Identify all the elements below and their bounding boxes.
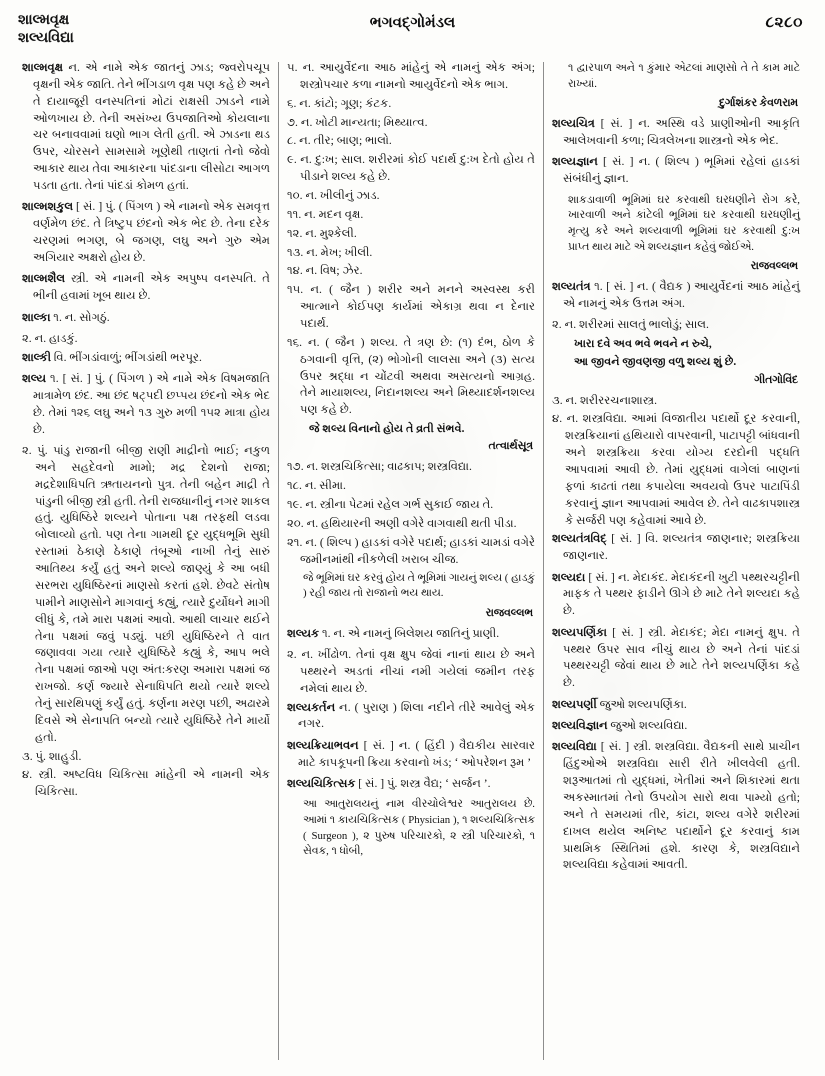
entry-headword: શલ્ય bbox=[22, 372, 47, 386]
citation-note: જે ભૂમિમાં ઘર કરવું હોય તે ભૂમિમાં ગાયનું શલ્ય ( હાડકું ) રહી જાય તો રાજાનો ભય થાય. bbox=[303, 571, 535, 600]
entry-definition: જુઓ શલ્યપર્ણિકા. bbox=[596, 697, 687, 711]
dictionary-entry bbox=[287, 626, 535, 643]
dictionary-entry bbox=[22, 271, 270, 305]
quotation-attribution: તત્વાર્થસૂત્ર bbox=[488, 440, 533, 453]
entry-definition: [ સં. ] ન. મેદાકંદ. મેદાકંદની ખુટી પથ્થરચટ્ટીની માફક તે પથ્થર ફાડીને ઊગે છે માટે તેને શલ્યદા કહે છે. bbox=[563, 570, 800, 618]
entry-sense: ૧૩. ન. મેખ; ખીલી. bbox=[287, 245, 373, 259]
entry-sense: ૧૨. ન. મુશ્કેલી. bbox=[287, 226, 357, 240]
entry-headword: શલ્યવિજ્ઞાન bbox=[552, 719, 608, 732]
entry-definition: વિ. ભીંગડાંવાળું; ભીંગડાંથી ભરપૂર. bbox=[50, 350, 202, 364]
citation-note: શાકડાવાળી ભૂમિમાં ઘર કરવાથી ઘરધણીને રોગ કરે, ખારવાળી અને કાંટેલી ભૂમિમાં ઘર કરવાથી ઘરધણીનું મૃત્યુ કરે અને શલ્યવાળી ભૂમિમાં ઘર કરવાથી દુ:ખ પ્રાપ્ત થાય માટે એ શલ્યજ્ઞાન કહેવું જોઈએ. bbox=[568, 193, 800, 253]
citation-note: ૧ દ્વારપાળ અને ૧ કુંમાર એટલાં માણસો તે તે કામ માટે રાખ્યાં. bbox=[568, 62, 800, 90]
entry-definition: ૧. [ સં. ] પું. ( પિંગળ ) એ નામે એક વિષમજાતિ માત્રામેળ છંદ. આ છંદ ષટ્પદી છપ્પય છંદનો એક ભેદ છે. તેમાં ૧૨૬ લઘુ અને ૧૩ ગુરુ મળી ૧૫૨ માત્રા હોય છે. bbox=[33, 372, 270, 436]
entry-definition: [ સં. ] ન. ( હિંદી ) વૈદ્યકીય સારવાર માટે કાપકૂપની ક્રિયા કરવાનો ખંડ; ‘ ઓપરેશન રૂમ ’ bbox=[298, 738, 535, 769]
dictionary-entry bbox=[552, 739, 800, 874]
running-head-last-word: શલ્યવિદ્યા bbox=[18, 29, 74, 46]
entry-definition: ૧. ન. સોગઠું. bbox=[50, 310, 110, 324]
quotation-attribution: ગીતગોવિંદ bbox=[754, 373, 798, 386]
entry-headword: શલ્યપર્ણિકા bbox=[552, 625, 607, 639]
entry-headword: શલ્યચિકિત્સક bbox=[287, 777, 356, 791]
dictionary-entry bbox=[22, 350, 270, 367]
entry-sense: ૬. ન. કાંટો; ગૂણ; કંટક. bbox=[287, 96, 392, 110]
entry-sense: ૧૧. ન. મદન વૃક્ષ. bbox=[287, 207, 364, 221]
entry-sense: ૧૦. ન. ખીલીનું ઝાડ. bbox=[287, 189, 380, 203]
entry-definition: ન. એ નામે એક જાતનું ઝાડ; જ્વરોપચૂપ વૃક્ષની એક જાતિ. તેને ભીંગડાળ વૃક્ષ પણ કહે છે અને તે દાયાજૂરી વનસ્પતિનાં મોટાં રાક્ષસી ઝાડને નામે ઓળખાય છે. તેની અસંખ્ય ઉપજાતિઓ કોયલાના ચર બનાવવામાં ઘણો ભાગ લેતી હતી. એ ઝાડના થડ ઉપર, ચોરસને સામસામે ખૂણેથી તાણતાં તેનો જેવો આકાર થાય તેવા આકારના પાંદડાના લીસોટા આગળ પડતા હતા. તેનાં પાંદડાં કોમળ હતાં. bbox=[33, 61, 270, 193]
quotation-attribution: રાજવલ્લભ bbox=[485, 606, 533, 619]
entry-headword: શાલ્કા bbox=[22, 310, 51, 324]
dictionary-entry bbox=[552, 279, 800, 313]
entry-sense: ૫. ન. આયુર્વેદના આઠ માંહેનું એ નામનું એક અંગ; શસ્ત્રોપચાર કળા નામનો આયુર્વેદનો એક ભાગ. bbox=[287, 61, 535, 91]
entry-sense: ૩. પું. શાહુડી. bbox=[22, 749, 82, 763]
quotation-line: આ જીવને જીવણજી વળુ શલ્ય શું છે. bbox=[574, 356, 737, 369]
entry-definition: [ સં. ] પું. ( પિંગળ ) એ નામનો એક સમવૃત્ત વર્ણમેળ છંદ. તે ત્રિષ્ટુપ છંદનો એક ભેદ છે. તેના દરેક ચરણમાં ભગણ, બે જગણ, લઘુ અને ગુરુ એમ અગિયાર અક્ષરો હોય છે. bbox=[33, 200, 270, 264]
entry-sense: ૯. ન. દુ:ખ; સાલ. શરીરમાં કોઈ પદાર્થ દુ:ખ દેતો હોય તે પીડાને શલ્ય કહે છે. bbox=[287, 153, 535, 184]
dictionary-entry bbox=[552, 718, 800, 735]
entry-headword: શલ્યતંત્રવિદ્ bbox=[552, 532, 607, 546]
entry-headword: શાલ્મશૈલ bbox=[22, 272, 65, 286]
dictionary-entry bbox=[22, 60, 270, 195]
dictionary-entry bbox=[287, 776, 535, 793]
entry-definition: [ સં. ] ન. અસ્થિ વડે પ્રાણીઓની આકૃતિ આલેખવાની કળા; ચિત્રલેખના શાસ્ત્રનો એક ભેદ. bbox=[563, 117, 800, 147]
entry-sense: ૨. ન. ખીંઢોળ. તેનાં વૃક્ષ ક્ષુપ જેવાં નાનાં થાય છે અને પથ્થરને અડતાં નીચાં નમી ગયેલાં જમીન તરફ નમેલાં થાય છે. bbox=[287, 648, 535, 695]
quotation-attribution: દુર્ગાશંકર કેવળરામ bbox=[718, 97, 798, 110]
entry-definition: ૧. [ સં. ] ન. ( વૈદ્યક ) આયુર્વેદનાં આઠ માંહેનું એ નામનું એક ઉત્તમ અંગ. bbox=[563, 280, 800, 310]
quotation-line: જે શલ્ય વિનાનો હોય તે વ્રતી સંભવે. bbox=[309, 423, 465, 436]
entry-sense: ૧૯. ન. સ્ત્રીના પેટમાં રહેલ ગર્ભ સુકાઈ જાય તે. bbox=[287, 498, 494, 512]
dictionary-entry bbox=[552, 116, 800, 150]
entry-sense: ૨૦. ન. હથિયારની અણી વગેરે વાગવાથી થતી પીડા. bbox=[287, 516, 517, 530]
dictionary-entry bbox=[287, 700, 535, 734]
text-column-3 bbox=[544, 60, 809, 1070]
entry-definition: [ સં. ] પું. શસ્ત્ર વૈદ્ય; ‘ સર્જન ’. bbox=[355, 777, 491, 791]
quotation-attribution: રાજવલ્લભ bbox=[750, 260, 798, 273]
entry-definition: જુઓ શલ્યવિદ્યા. bbox=[607, 719, 688, 732]
entry-definition: [ સં. ] વિ. શલ્યતંત્ર જાણનાર; શસ્ત્રક્રિયા જાણનાર. bbox=[563, 532, 800, 563]
dictionary-entry bbox=[22, 371, 270, 438]
entry-sense: ૧૭. ન. શસ્ત્રચિકિત્સા; વાઢકાપ; શસ્ત્રવિદ્યા. bbox=[287, 460, 472, 474]
entry-headword: શાલ્મશકુલ bbox=[22, 200, 73, 214]
book-title: ભગવદ્ગોમંડલ bbox=[369, 15, 456, 31]
entry-headword: શલ્યવિદ્યા bbox=[552, 740, 597, 754]
dictionary-entry bbox=[287, 738, 535, 772]
entry-headword: શલ્યચિત્ર bbox=[552, 117, 595, 131]
quotation-line: ખારા દવે અવ ભવે ભવને ન રુચે, bbox=[574, 338, 712, 351]
dictionary-entry bbox=[552, 570, 800, 621]
entry-sense: ૨. ન. શરીરમાં સાલતું ભાલોડું; સાલ. bbox=[552, 318, 709, 332]
entry-sense: ૪. સ્ત્રી. અષ્ટવિધ ચિકિત્સા માંહેની એ નામની એક ચિકિત્સા. bbox=[22, 768, 270, 799]
entry-headword: શલ્યકર્તન bbox=[287, 700, 336, 714]
entry-headword: શાલ્મવૃક્ષ bbox=[22, 61, 63, 74]
dictionary-entry bbox=[552, 625, 800, 692]
entry-sense: ૩. ન. શરીરરચનાશાસ્ત્ર. bbox=[552, 393, 658, 407]
entry-headword: શલ્યક્રિયાભવન bbox=[287, 738, 359, 752]
entry-headword: શલ્યદા bbox=[552, 570, 586, 584]
entry-definition: [ સં. ] સ્ત્રી. શસ્ત્રવિદ્યા. વૈદ્યકની સાથે પ્રાચીન હિંદુઓએ શસ્ત્રવિદ્યા સારી રીતે ખીલવેલી હતી. શરૂઆતમાં તો યુદ્ધમાં, ખેતીમાં અને શિકારમાં થતા અકસ્માતમાં તેનો ઉપયોગ સારો થવા પામ્યો હતો; અને તે સમયમાં તીર, કાંટા, શલ્ય વગેરે શરીરમાં દાખલ થયેલ અનિષ્ટ પદાર્થોને દૂર કરવાનું કામ પ્રાથમિક સ્થિતિમાં હશે. કારણ કે, શસ્ત્રવિદ્યાને શલ્યવિદ્યા કહેવામાં આવતી. bbox=[563, 740, 800, 872]
entry-headword: શલ્યપર્ણી bbox=[552, 697, 597, 711]
dictionary-entry bbox=[552, 154, 800, 188]
entry-sense: ૧૮. ન. સીમા. bbox=[287, 479, 346, 493]
page-number: ૮૨૮૦ bbox=[765, 14, 803, 31]
text-column-2 bbox=[279, 60, 544, 1070]
entry-sense: ૧૪. ન. વિષ; ઝેર. bbox=[287, 264, 363, 278]
dictionary-entry bbox=[22, 199, 270, 266]
entry-sense: ૨૧. ન. ( શિલ્પ ) હાડકાં વગેરે પદાર્થ; હાડકાં ચામડાં વગેરે જમીનમાંથી નીકળેલી ખરાબ ચીજ. bbox=[287, 535, 535, 566]
entry-headword: શલ્યક bbox=[287, 626, 320, 640]
citation-note: આ આતુરાલયનું નામ વીરચોલેશ્વર આતુરાલય છે. આમાં ૧ કાયચિકિત્સક ( Physician ), ૧ શલ્યચિકિત્સક ( Surgeon ), ૨ પુરુષ પરિચારકો, ૨ સ્ત્રી પરિચારકો, ૧ સેવક, ૧ ધોબી, bbox=[303, 798, 535, 858]
page-header bbox=[0, 0, 825, 58]
entry-sense: ૧૫. ન. ( જૈન ) શરીર અને મનને અસ્વસ્થ કરી આત્માને કોઈપણ કાર્યમાં એકાગ્ર થવા ન દેનાર પદાર્થ. bbox=[287, 283, 535, 331]
column-container bbox=[14, 60, 811, 1070]
entry-definition: ન. ( પુરાણ ) શિલા નદીને તીરે આવેલું એક નગર. bbox=[298, 700, 535, 731]
entry-definition: સ્ત્રી. એ નામની એક અપુષ્પ વનસ્પતિ. તે ભીની હવામાં ખૂબ થાય છે. bbox=[33, 272, 270, 303]
entry-headword: શલ્યતંત્ર bbox=[552, 280, 591, 293]
text-column-1 bbox=[14, 60, 279, 1070]
entry-headword: શાલ્કી bbox=[22, 350, 51, 364]
entry-sense: ૪. ન. શસ્ત્રવિદ્યા. આમાં વિજાતીય પદાર્થો દૂર કરવાની, શસ્ત્રક્રિયાનાં હથિયારો વાપરવાની, પાટાપટ્ટી બાંધવાની અને શસ્ત્રક્રિયા કરવા યોગ્ય દરદોની પદ્ધતિ આપવામાં આવી છે. તેમાં યુદ્ધમાં વાગેલાં બાણનાં ફળાં કાઢતાં તથા કપાયેલા અવયવો ઉપર પાટાપિંડી કરવાનું જ્ઞાન આપવામાં આવેલ છે. તેને વાઢકાપશાસ્ત્ર કે સર્જરી પણ કહેવામાં આવે છે. bbox=[552, 412, 800, 527]
entry-headword: શલ્યજ્ઞાન bbox=[552, 155, 598, 169]
entry-sense: ૮. ન. તીર; બાણ; ભાલો. bbox=[287, 134, 392, 148]
entry-definition: ૧. ન. એ નામનું બિલેશય જાતિનું પ્રાણી. bbox=[319, 626, 500, 640]
dictionary-entry bbox=[22, 310, 270, 327]
dictionary-entry bbox=[552, 697, 800, 714]
entry-sense: ૭. ન. ખોટી માન્યતા; મિથ્યાત્વ. bbox=[287, 115, 428, 129]
entry-sense: ૧૬. ન. ( જૈન ) શલ્ય. તે ત્રણ છે: (૧) દંભ, ઠોળ કે ઠગવાની વૃત્તિ, (૨) ભોગોની લાલસા અને (૩) સત્ય ઉપર શ્રદ્ધા ન ચોંટવી અથવા અસત્યનો આગ્રહ. તેને માયાશલ્ય, નિદાનશલ્ય અને મિથ્યાદર્શનશલ્ય પણ કહે છે. bbox=[287, 335, 535, 417]
entry-sense: ૨. પું. પાંડુ રાજાની બીજી રાણી માદ્રીનો ભાઈ; નકુળ અને સહદેવનો મામો; મદ્ર દેશનો રાજા; મદ્રદેશાધિપતિ ઋતાયનનો પુત્ર. તેની બહેન માદ્રી તે પાંડુની બીજી સ્ત્રી હતી. તેની રાજધાનીનું નગર શાકલ હતું. યુધિષ્ઠિરે શલ્યને પોતાના પક્ષ તરફથી લડવા બોલાવ્યો હતો. પણ તેના ગામથી દૂર યુદ્ધભૂમિ સુધી રસ્તામાં ઠેકાણે ઠેકાણે તંબૂઓ નાખી તેનું સારું આતિથ્ય કર્યું હતું અને શલ્યે જાણ્યું કે આ બધી સરભરા યુધિષ્ઠિરનાં માણસો કરતાં હશે. છેવટે સંતોષ પામીને માણસોને માગવાનું કહ્યું, ત્યારે દુર્યોધને માગી લીધું કે, તમે મારા પક્ષમાં આવો. આથી લાચાર થઈને તેના પક્ષમાં જવું પડ્યું. પછી યુધિષ્ઠિરને તે વાત જણાવવા ગયા ત્યારે યુધિષ્ઠિરે કહ્યું કે, આપ ભલે તેના પક્ષમાં જાઓ પણ અંત:કરણ અમારા પક્ષમાં જ રાખજો. કર્ણ જ્યારે સેનાધિપતિ થયો ત્યારે શલ્યે તેનું સારથિપણું કર્યું હતું. કર્ણના મરણ પછી, અઢારમે દિવસે એ સેનાપતિ બન્યો ત્યારે યુધિષ્ઠિરે તેને માર્યો હતો. bbox=[22, 444, 270, 744]
entry-definition: [ સં. ] સ્ત્રી. મેદાકંદ; મેદા નામનું ક્ષુપ. તે પથ્થર ઉપર સાવ નીચું થાય છે અને તેનાં પાંદડાં પથ્થરચટ્ટી જેવાં થાય છે માટે તેને શલ્યપર્ણિકા કહે છે. bbox=[563, 625, 800, 690]
entry-sense: ૨. ન. હાડકું. bbox=[22, 331, 78, 345]
entry-definition: [ સં. ] ન. ( શિલ્પ ) ભૂમિમાં રહેલાં હાડકાં સંબંધીનું જ્ઞાન. bbox=[563, 155, 800, 186]
dictionary-entry bbox=[552, 531, 800, 565]
running-head-first-word: શાલ્મવૃક્ષ bbox=[18, 12, 70, 28]
